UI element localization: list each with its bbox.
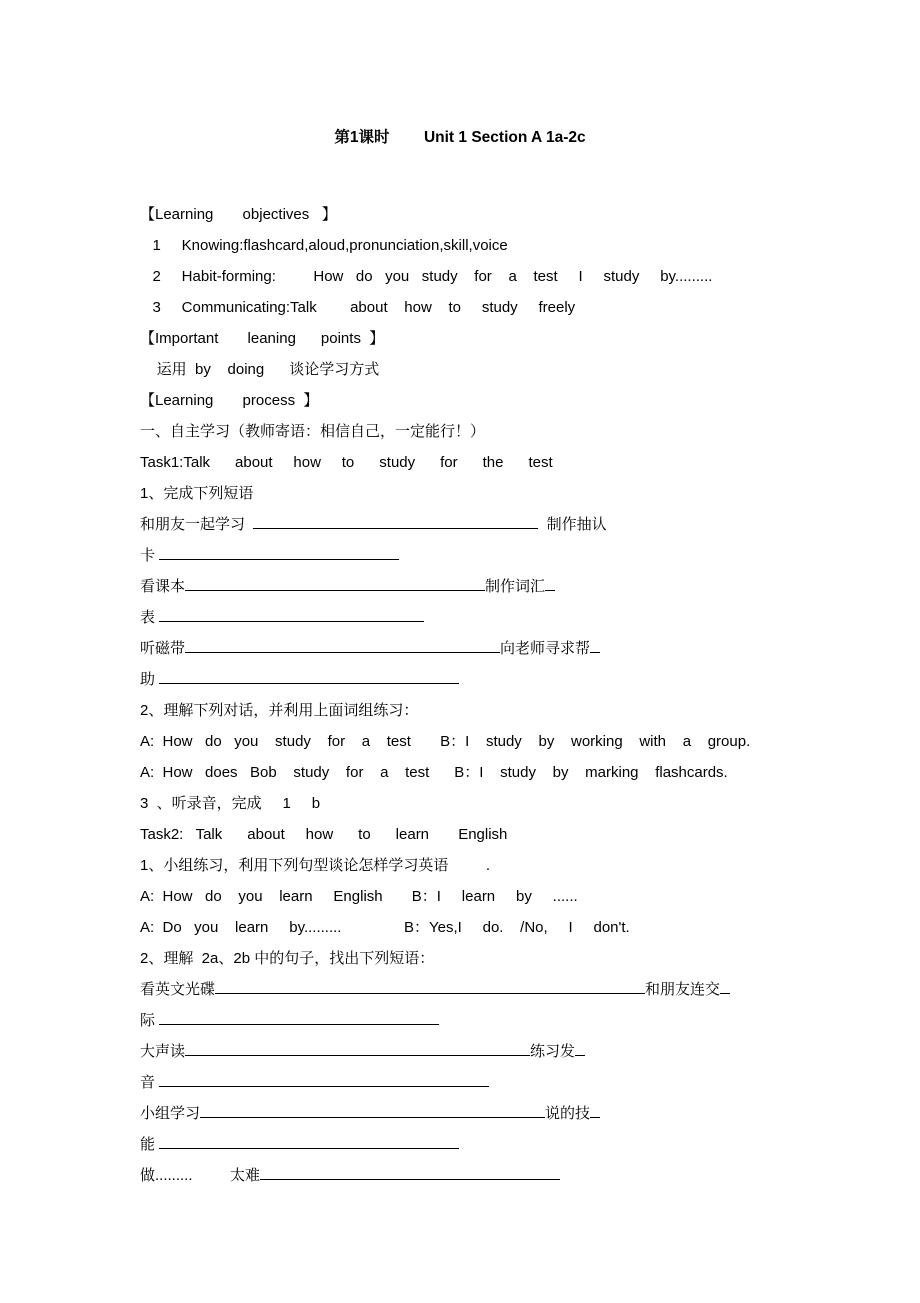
text-segment: 1、完成下列短语 xyxy=(140,485,254,502)
text-segment: 听磁带 xyxy=(140,640,186,657)
doc-line xyxy=(140,943,890,974)
text-segment: 【Learning process 】 xyxy=(140,392,319,409)
doc-line xyxy=(140,695,890,726)
fill-in-blank-line xyxy=(159,1133,459,1149)
doc-line xyxy=(140,850,890,881)
text-segment: 向老师寻求帮 xyxy=(500,640,591,657)
text-segment: A: How do you learn English B：I learn by ...... xyxy=(140,888,578,905)
fill-in-blank-line xyxy=(159,668,459,684)
fill-in-blank-line xyxy=(159,1009,439,1025)
text-segment: 1 Knowing:flashcard,aloud,pronunciation,skill,voice xyxy=(140,237,508,254)
text-segment: 卡 xyxy=(140,547,160,564)
doc-line xyxy=(140,602,890,633)
doc-line xyxy=(140,881,890,912)
doc-line xyxy=(140,788,890,819)
text-segment: A: How does Bob study for a test B：I study by marking flashcards. xyxy=(140,764,728,781)
text-segment: 一、自主学习（教师寄语：相信自己，一定能行！） xyxy=(140,423,486,440)
fill-in-blank-line xyxy=(215,978,645,994)
fill-in-blank-line xyxy=(720,978,730,994)
doc-line xyxy=(140,726,890,757)
text-segment: 3 、听录音，完成 1 b xyxy=(140,795,321,812)
text-segment: 小组学习 xyxy=(140,1105,201,1122)
fill-in-blank-line xyxy=(590,637,600,653)
doc-line xyxy=(140,664,890,695)
text-segment: 音 xyxy=(140,1074,160,1091)
doc-line xyxy=(140,323,890,354)
doc-line xyxy=(140,261,890,292)
text-segment: Task1:Talk about how to study for the test xyxy=(140,454,553,471)
doc-line xyxy=(140,385,890,416)
doc-line xyxy=(140,1067,890,1098)
fill-in-blank-line xyxy=(159,606,424,622)
doc-line xyxy=(140,1098,890,1129)
text-segment: Task2: Talk about how to learn English xyxy=(140,826,508,843)
text-segment: 1、小组练习，利用下列句型谈论怎样学习英语 . xyxy=(140,857,491,874)
text-segment: 际 xyxy=(140,1012,160,1029)
fill-in-blank-line xyxy=(260,1164,560,1180)
doc-line xyxy=(140,1036,890,1067)
doc-line xyxy=(140,199,890,230)
fill-in-blank-line xyxy=(159,544,399,560)
doc-line xyxy=(140,509,890,540)
text-segment: 和朋友一起学习 xyxy=(140,516,254,533)
fill-in-blank-line xyxy=(200,1102,545,1118)
text-segment: 2、理解下列对话，并利用上面词组练习： xyxy=(140,702,419,719)
fill-in-blank-line xyxy=(185,575,485,591)
fill-in-blank-line xyxy=(185,637,500,653)
text-segment: 说的技 xyxy=(545,1105,591,1122)
fill-in-blank-line xyxy=(575,1040,585,1056)
text-segment: 运用 by doing 谈论学习方式 xyxy=(140,361,380,378)
text-segment: 【Important leaning points 】 xyxy=(140,330,385,347)
text-segment: 练习发 xyxy=(530,1043,576,1060)
doc-line xyxy=(140,540,890,571)
fill-in-blank-line xyxy=(545,575,555,591)
text-segment: A: How do you study for a test B：I study by working with a group. xyxy=(140,733,751,750)
doc-line xyxy=(140,292,890,323)
text-segment: 制作抽认 xyxy=(538,516,607,533)
doc-line xyxy=(140,633,890,664)
text-segment: 助 xyxy=(140,671,160,688)
text-segment: 3 Communicating:Talk about how to study freely xyxy=(140,299,576,316)
doc-line xyxy=(140,354,890,385)
doc-line xyxy=(140,819,890,850)
doc-line xyxy=(140,912,890,943)
doc-line xyxy=(140,230,890,261)
doc-line xyxy=(140,1005,890,1036)
document-body xyxy=(140,199,890,1191)
fill-in-blank-line xyxy=(185,1040,530,1056)
fill-in-blank-line xyxy=(159,1071,489,1087)
fill-in-blank-line xyxy=(590,1102,600,1118)
text-segment: 能 xyxy=(140,1136,160,1153)
doc-line xyxy=(140,571,890,602)
text-segment: 大声读 xyxy=(140,1043,186,1060)
doc-line xyxy=(140,1160,890,1191)
fill-in-blank-line xyxy=(253,513,538,529)
page-title: 第1课时 Unit 1 Section A 1a-2c xyxy=(334,129,586,146)
text-segment: 【Learning objectives 】 xyxy=(140,206,337,223)
doc-line xyxy=(140,757,890,788)
text-segment: 2、理解 2a、2b 中的句子，找出下列短语： xyxy=(140,950,435,967)
text-segment: 制作词汇 xyxy=(485,578,546,595)
doc-line xyxy=(140,974,890,1005)
text-segment: 2 Habit-forming: How do you study for a test I study by......... xyxy=(140,268,713,285)
text-segment: 做......... 太难 xyxy=(140,1167,261,1184)
doc-line xyxy=(140,447,890,478)
doc-line xyxy=(140,416,890,447)
doc-line xyxy=(140,1129,890,1160)
text-segment: 看课本 xyxy=(140,578,186,595)
text-segment: 看英文光碟 xyxy=(140,981,216,998)
text-segment: 和朋友连交 xyxy=(645,981,721,998)
text-segment: A: Do you learn by......... B：Yes,I do. /No, I don't. xyxy=(140,919,630,936)
text-segment: 表 xyxy=(140,609,160,626)
doc-line xyxy=(140,478,890,509)
